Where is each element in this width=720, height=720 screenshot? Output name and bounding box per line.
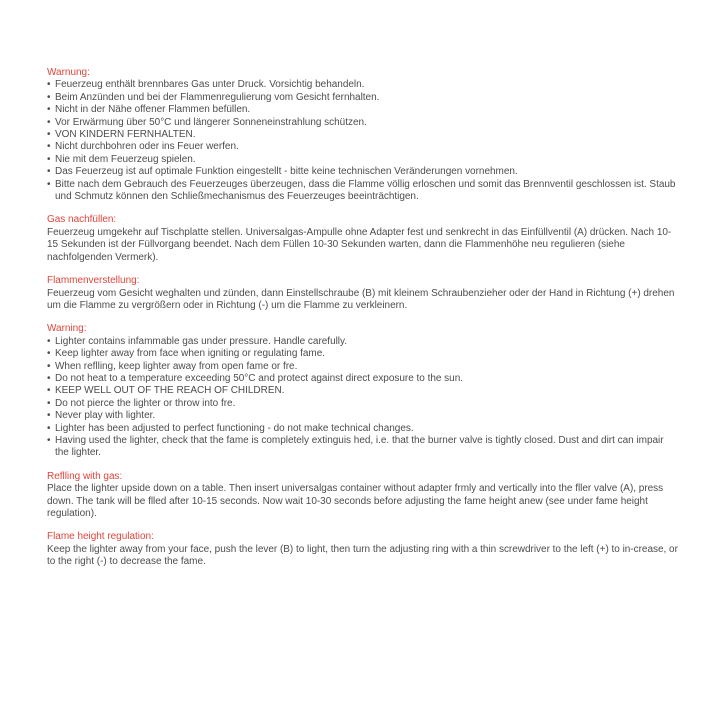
bullet-icon: • [47, 141, 51, 153]
section-heading: Flame height regulation: [47, 531, 154, 543]
section-heading: Warnung: [47, 67, 90, 78]
bullet-text: Lighter contains infammable gas under pressure. Handle carefully. [55, 335, 348, 347]
section-heading: Gas nachfüllen: [47, 214, 117, 226]
section-refilling-with-gas [47, 471, 679, 521]
bullet-text: Lighter has been adjusted to perfect functioning - do not make technical changes. [55, 422, 414, 434]
section-gas-nachfuellen [47, 214, 679, 264]
section-heading: Warning: [47, 323, 87, 335]
bullet-item [47, 179, 679, 204]
bullet-item [47, 348, 679, 360]
bullet-icon: • [47, 129, 51, 141]
bullet-item [47, 373, 679, 385]
bullet-item [47, 361, 679, 373]
bullet-item [47, 410, 679, 422]
bullet-icon: • [47, 422, 51, 434]
section-paragraph: Feuerzeug umgekehr auf Tischplatte stellen. Universalgas-Ampulle ohne Adapter fest und senkrecht in das Einfüllventil (A) drücken. Nach 10-15 Sekunden ist der Füllvorgang beendet. Nach dem Füllen 10-30 Sekunden warten, dann die Flammenhöhe neu regulieren (siehe nachfolgenden Vermerk). [47, 226, 672, 263]
bullet-text: Beim Anzünden und bei der Flammenregulierung vom Gesicht fernhalten. [55, 91, 380, 103]
section-heading: Reflling with gas: [47, 470, 123, 482]
bullet-text: Nie mit dem Feuerzeug spielen. [55, 153, 196, 165]
bullet-item [47, 129, 679, 141]
instruction-text-block [47, 67, 679, 580]
bullet-icon: • [47, 348, 51, 360]
section-warning-en [47, 323, 679, 459]
bullet-item [47, 385, 679, 397]
bullet-icon: • [47, 79, 51, 91]
section-paragraph: Feuerzeug vom Gesicht weghalten und zünden, dann Einstellschraube (B) mit kleinem Schraubenzieher oder der Hand in Richtung (+) drehen um die Flamme zu vergrößern oder in Richtung (-) um die Flamme zu verkleinern. [47, 287, 675, 311]
bullet-item [47, 92, 679, 104]
bullet-icon: • [47, 360, 51, 372]
section-flammenverstellung [47, 275, 679, 312]
bullet-icon: • [47, 397, 51, 409]
bullet-icon: • [47, 91, 51, 103]
bullet-icon: • [47, 410, 51, 422]
bullet-item [47, 423, 679, 435]
bullet-item [47, 141, 679, 153]
section-heading: Flammenverstellung: [47, 275, 140, 287]
bullet-text: Keep lighter away from face when igniting or regulating fame. [55, 348, 326, 360]
bullet-icon: • [47, 153, 51, 165]
bullet-text: Bitte nach dem Gebrauch des Feuerzeuges überzeugen, dass die Flamme völlig erloschen und somit das Brennventil geschlossen ist. Staub und Schmutz können den Schließmechanismus des Feuerzeuges beeinträchtigen. [55, 178, 676, 203]
bullet-text: Das Feuerzeug ist auf optimale Funktion eingestellt - bitte keine technischen Veränderungen vornehmen. [55, 166, 518, 178]
bullet-text: Having used the lighter, check that the fame is completely extinguis hed, i.e. that the burner valve is tightly closed. Dust and dirt can impair the lighter. [55, 434, 664, 459]
bullet-text: VON KINDERN FERNHALTEN. [55, 129, 196, 141]
bullet-item [47, 435, 679, 460]
section-paragraph: Keep the lighter away from your face, push the lever (B) to light, then turn the adjusting ring with a thin screwdriver to the left (+) to in-crease, or to the right (-) to decrease the fame. [47, 543, 678, 568]
bullet-icon: • [47, 434, 51, 446]
bullet-list [47, 336, 679, 460]
bullet-text: Vor Erwärmung über 50°C und längerer Sonneneinstrahlung schützen. [55, 116, 367, 128]
bullet-icon: • [47, 335, 51, 347]
bullet-icon: • [47, 166, 51, 178]
bullet-icon: • [47, 385, 51, 397]
bullet-icon: • [47, 372, 51, 384]
bullet-icon: • [47, 178, 51, 190]
bullet-text: Never play with lighter. [55, 410, 156, 422]
bullet-item [47, 79, 679, 91]
section-warnung-de [47, 67, 679, 203]
bullet-item [47, 154, 679, 166]
bullet-text: Nicht in der Nähe offener Flammen befüllen. [55, 104, 251, 116]
bullet-icon: • [47, 116, 51, 128]
bullet-icon: • [47, 104, 51, 116]
bullet-text: When reflling, keep lighter away from open fame or fre. [55, 360, 298, 372]
bullet-item [47, 398, 679, 410]
bullet-item [47, 104, 679, 116]
bullet-item [47, 166, 679, 178]
bullet-item [47, 336, 679, 348]
bullet-text: KEEP WELL OUT OF THE REACH OF CHILDREN. [55, 385, 285, 397]
section-paragraph: Place the lighter upside down on a table. Then insert universalgas container without adapter frmly and vertically into the fller valve (A), press down. The tank will be flled after 10-15 seconds. Now wait 10-30 seconds before adjusting the fame height anew (see under fame height regulation). [47, 483, 664, 519]
bullet-text: Do not pierce the lighter or throw into fre. [55, 397, 236, 409]
bullet-text: Feuerzeug enthält brennbares Gas unter Druck. Vorsichtig behandeln. [55, 79, 365, 91]
bullet-text: Nicht durchbohren oder ins Feuer werfen. [55, 141, 239, 153]
bullet-item [47, 117, 679, 129]
bullet-text: Do not heat to a temperature exceeding 50°C and protect against direct exposure to the sun. [55, 372, 463, 384]
bullet-list [47, 79, 679, 203]
section-flame-height-regulation [47, 531, 679, 568]
